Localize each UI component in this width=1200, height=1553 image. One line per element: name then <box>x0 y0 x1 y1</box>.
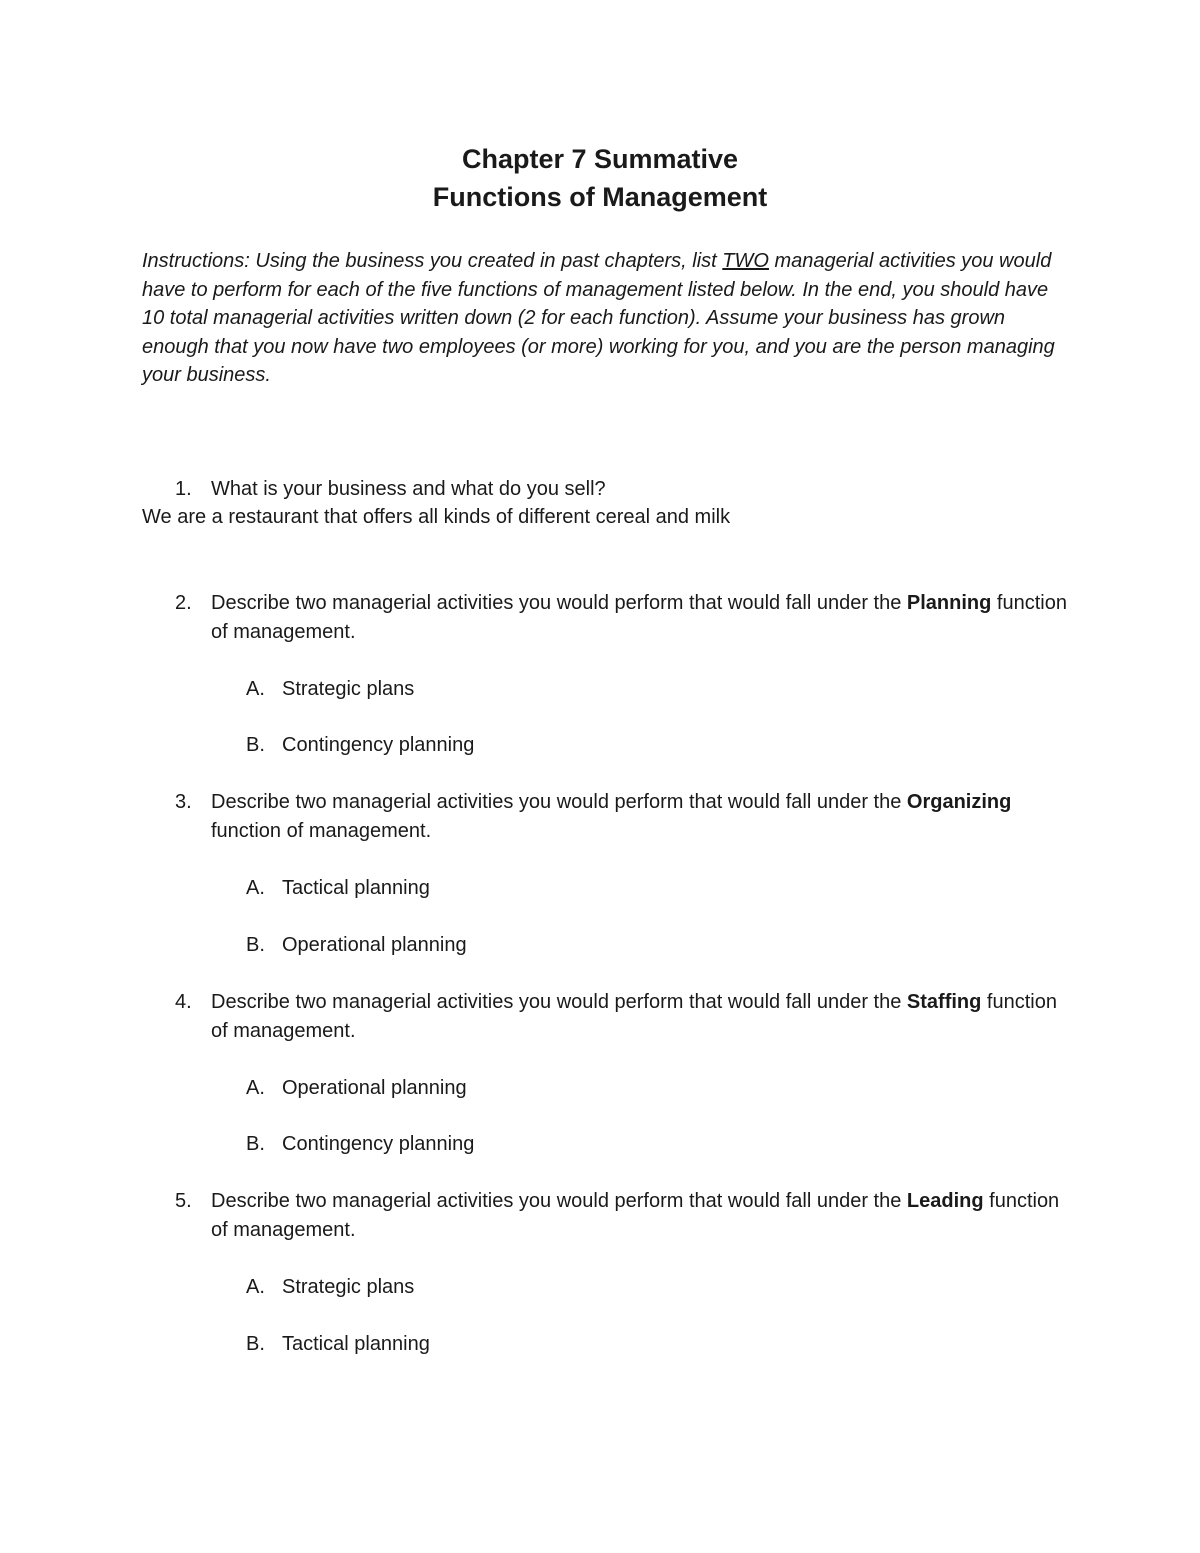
question-2-answer-b-letter: B. <box>246 734 265 756</box>
question-5-answer-a: Strategic plans <box>282 1276 415 1298</box>
question-3-answer-a-letter: A. <box>246 877 265 899</box>
question-4-answer-a-letter: A. <box>246 1077 265 1099</box>
question-4-answer-b: Contingency planning <box>282 1133 475 1155</box>
instructions-underlined-word: TWO <box>722 250 769 272</box>
instructions-paragraph <box>142 247 1057 390</box>
question-5-function-name: Leading <box>906 1190 984 1212</box>
question-2-function-name: Planning <box>906 592 992 614</box>
question-5-answer-b: Tactical planning <box>282 1333 430 1355</box>
question-3-text <box>211 788 1071 846</box>
question-2-answer-b: Contingency planning <box>282 734 475 756</box>
instructions-text-after: managerial activities you would have to perform for each of the five functions of management listed below. In the end, you should have 10 total managerial activities written down (2 for each function). Assume your business has grown enough that you now have two employees (or more) working for you, and you are the person managing your business. <box>142 250 1055 387</box>
question-5-text-before: Describe two managerial activities you would perform that would fall under the <box>211 1190 907 1212</box>
question-2-answer-a-letter: A. <box>246 678 265 700</box>
question-3-text-before: Describe two managerial activities you would perform that would fall under the <box>211 791 907 813</box>
question-3-function-name: Organizing <box>906 791 1012 813</box>
question-1-answer: We are a restaurant that offers all kinds of different cereal and milk <box>142 506 731 528</box>
question-4-text <box>211 988 1071 1046</box>
question-4-text-after: function of management. <box>211 991 1057 1042</box>
question-2-number: 2. <box>175 592 192 614</box>
question-5-text <box>211 1187 1071 1245</box>
question-4-answer-b-letter: B. <box>246 1133 265 1155</box>
question-3-answer-b: Operational planning <box>282 934 467 956</box>
question-2-text-before: Describe two managerial activities you would perform that would fall under the <box>211 592 907 614</box>
question-5-answer-a-letter: A. <box>246 1276 265 1298</box>
question-4-answer-a: Operational planning <box>282 1077 467 1099</box>
question-1-text: What is your business and what do you sell? <box>211 478 606 500</box>
question-3-answer-b-letter: B. <box>246 934 265 956</box>
question-1-number: 1. <box>175 478 192 500</box>
question-3-number: 3. <box>175 791 192 813</box>
question-5-number: 5. <box>175 1190 192 1212</box>
question-2-text-after: function of management. <box>211 592 1067 643</box>
question-2-text <box>211 589 1071 647</box>
document-title: Chapter 7 Summative <box>461 144 739 174</box>
question-3-answer-a: Tactical planning <box>282 877 430 899</box>
document-subtitle: Functions of Management <box>432 182 768 212</box>
question-3-text-after: function of management. <box>211 820 432 842</box>
instructions-text-before: Instructions: Using the business you created in past chapters, list <box>142 250 723 272</box>
question-5-answer-b-letter: B. <box>246 1333 265 1355</box>
question-5-text-after: function of management. <box>211 1190 1060 1241</box>
question-4-text-before: Describe two managerial activities you would perform that would fall under the <box>211 991 907 1013</box>
question-4-number: 4. <box>175 991 192 1013</box>
question-4-function-name: Staffing <box>906 991 982 1013</box>
question-2-answer-a: Strategic plans <box>282 678 415 700</box>
